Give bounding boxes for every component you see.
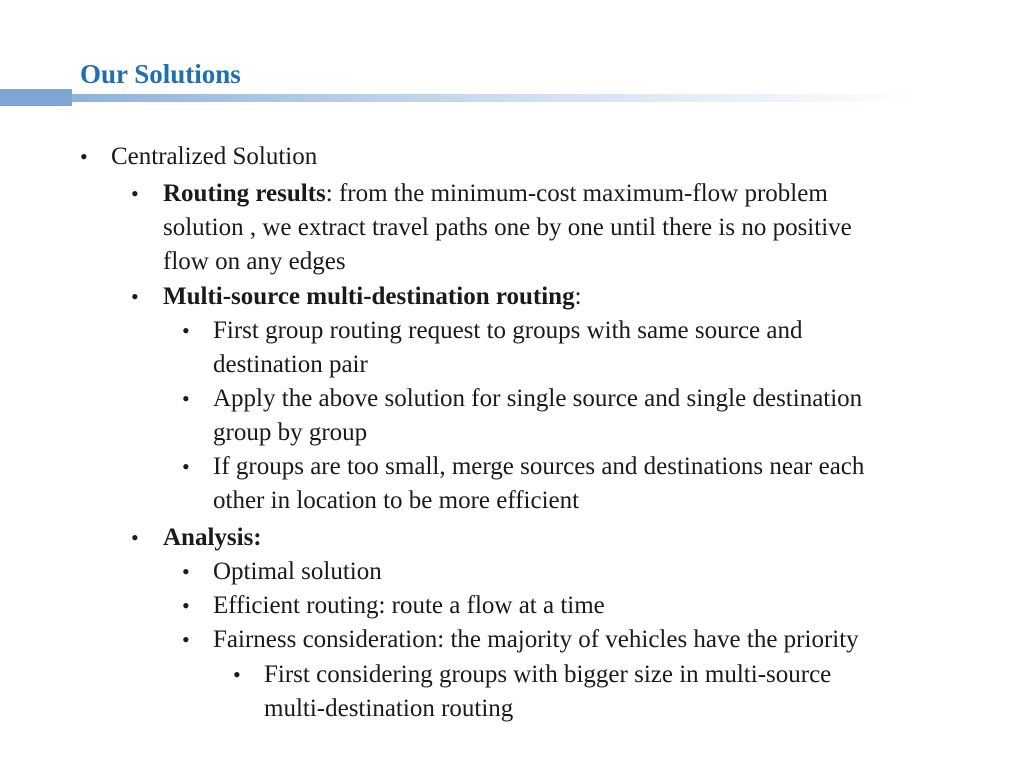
routing-results-text-line3: flow on any edges	[163, 248, 346, 275]
bullet-marker: •	[182, 318, 190, 343]
bullet-marker: •	[131, 181, 139, 206]
bullet-marker: •	[182, 454, 190, 479]
multi-source-sub-1-line1: First group routing request to groups with same source and	[213, 317, 803, 344]
routing-results-label: Routing results	[163, 180, 326, 207]
analysis-sub-optimal: Optimal solution	[213, 558, 382, 585]
multi-source-sub-2-line2: group by group	[213, 419, 368, 446]
bullet-marker: •	[182, 627, 190, 652]
analysis-sub-efficient: Efficient routing: route a flow at a time	[213, 592, 605, 619]
bullet-marker: •	[131, 284, 139, 309]
routing-results-text-line2: solution , we extract travel paths one by one until there is no positive	[163, 214, 852, 241]
bullet-multi-source-routing	[163, 280, 582, 314]
fairness-sub-line2: multi-destination routing	[264, 695, 514, 722]
multi-source-suffix: :	[574, 283, 582, 310]
multi-source-sub-1-line2: destination pair	[213, 351, 368, 378]
bullet-marker: •	[233, 662, 241, 687]
analysis-sub-fairness: Fairness consideration: the majority of vehicles have the priority	[213, 626, 859, 653]
multi-source-sub-3-line1: If groups are too small, merge sources and destinations near each	[213, 453, 865, 480]
bullet-marker: •	[182, 593, 190, 618]
bullet-marker: •	[80, 144, 88, 169]
slide-title: Our Solutions	[80, 59, 241, 89]
multi-source-label: Multi-source multi-destination routing	[163, 283, 575, 310]
bullet-marker: •	[182, 559, 190, 584]
bullet-marker: •	[131, 525, 139, 550]
multi-source-sub-2-line1: Apply the above solution for single source and single destination	[213, 385, 863, 412]
bullet-routing-results	[163, 177, 983, 211]
multi-source-sub-3-line2: other in location to be more efficient	[213, 487, 580, 514]
fairness-sub-line1: First considering groups with bigger size in multi-source	[264, 661, 832, 688]
bullet-centralized-solution: Centralized Solution	[111, 143, 318, 170]
bullet-marker: •	[182, 386, 190, 411]
bullet-analysis: Analysis:	[163, 524, 262, 551]
routing-results-text-line1: : from the minimum-cost maximum-flow problem	[325, 180, 828, 207]
